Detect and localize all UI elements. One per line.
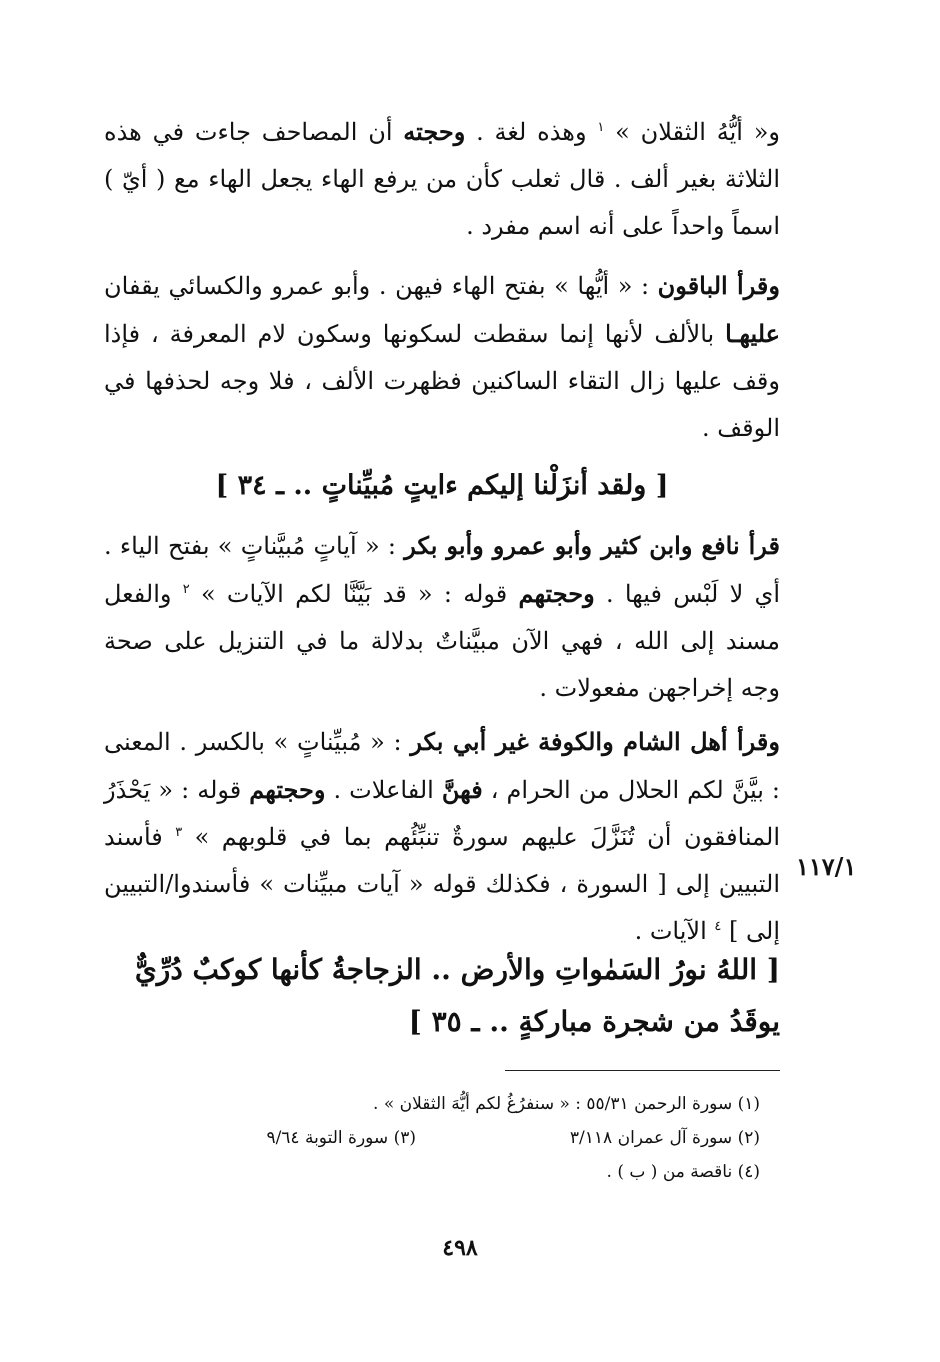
bold-term: عليهـا	[725, 319, 780, 348]
footnote-2: (٢) سورة آل عمران ٣/١١٨	[569, 1128, 760, 1148]
verse-heading-line-2: يوقَدُ من شجرة مباركةٍ .. ـ ٣٥ ]	[408, 1005, 780, 1038]
text: فأسند التبيين إلى [ السورة ، فكذلك قوله « آيات مبيِّنات » فأسندوا/التبيين إلى ]	[104, 823, 780, 945]
verse-heading-line-1: [ اللهُ نورُ السَمٰواتِ والأرض .. الزجاجةُ كأنها كوكبٌ دُرِّيٌّ	[134, 953, 780, 986]
footnote-1: (١) سورة الرحمن ٥٥/٣١ : « سنفرُغُ لكم أيُّهَ الثقلان » .	[373, 1094, 760, 1114]
text: و« أيُّهُ الثقلان »	[604, 118, 781, 146]
bold-term: قرأ نافع وابن كثير وأبو عمرو وأبو بكر	[404, 531, 781, 560]
text: بالألف لأنها إنما سقطت لسكونها وسكون لام المعرفة ، فإذا وقف عليها زال التقاء الساكنين فظهرت الألف ، فلا وجه لحذفها في الوقف .	[104, 320, 780, 442]
footnote-divider	[505, 1070, 780, 1071]
footnote-3: (٣) سورة التوبة ٩/٦٤	[266, 1128, 416, 1148]
text: قوله : « يَحْذَرُ المنافقون أن تُنَزَّلَ عليهم سورةٌ تنبِّئُهم بما في قلوبهم »	[104, 776, 780, 851]
text: أن المصاحف جاءت في هذه الثلاثة بغير ألف . قال ثعلب كأن من يرفع الهاء يجعل الهاء مع ( أيّ ) اسماً واحداً على أنه اسم مفرد .	[104, 118, 780, 240]
text: والفعل مسند إلى الله ، فهي الآن مبيَّناتٌ بدلالة ما في التنزيل على صحة وجه إخراجهن مفعولات .	[104, 580, 780, 702]
paragraph-2	[104, 262, 780, 452]
page-number: ٤٩٨	[442, 1235, 478, 1261]
paragraph-3	[104, 522, 780, 712]
bold-term: وقرأ الباقون	[657, 271, 780, 300]
paragraph-4	[104, 718, 780, 955]
manuscript-folio-note: ١١٧/١	[796, 852, 857, 881]
text: الفاعلات .	[325, 776, 442, 804]
bold-term: وحجتهم	[249, 775, 326, 804]
footnote-4: (٤) ناقصة من ( ب ) .	[606, 1162, 760, 1182]
bold-term: وقرأ أهل الشام والكوفة غير أبي بكر	[410, 727, 780, 756]
text: قوله : « قد بَيَّنَّا لكم الآيات »	[189, 580, 519, 608]
text: : « آياتٍ مُبيَّناتٍ » بفتح الياء . أي لا لَبْس فيها .	[104, 532, 780, 608]
text: : « مُبيِّناتٍ » بالكسر . المعنى : بيَّنَّ لكم الحلال من الحرام ،	[104, 728, 780, 804]
footnote-ref[interactable]: ٢	[182, 582, 190, 597]
footnote-ref[interactable]: ٤	[714, 919, 722, 934]
verse-heading-35	[104, 944, 780, 1048]
footnote-ref[interactable]: ١	[597, 120, 605, 135]
bold-term: وحجته	[403, 117, 466, 146]
verse-heading-34: [ ولقد أنزَلْنا إليكم ءايتٍ مُبيِّناتٍ .. ـ ٣٤ ]	[215, 470, 669, 501]
bold-term: وحجتهم	[518, 579, 595, 608]
text: وهذه لغة .	[465, 118, 598, 146]
bold-term: فهنَّ	[441, 775, 483, 804]
footnote-ref[interactable]: ٣	[175, 825, 183, 840]
text: : « أيُّها » بفتح الهاء فيهن . وأبو عمرو والكسائي يقفان	[104, 272, 658, 300]
text: الآيات .	[634, 917, 715, 945]
paragraph-1	[104, 108, 780, 250]
